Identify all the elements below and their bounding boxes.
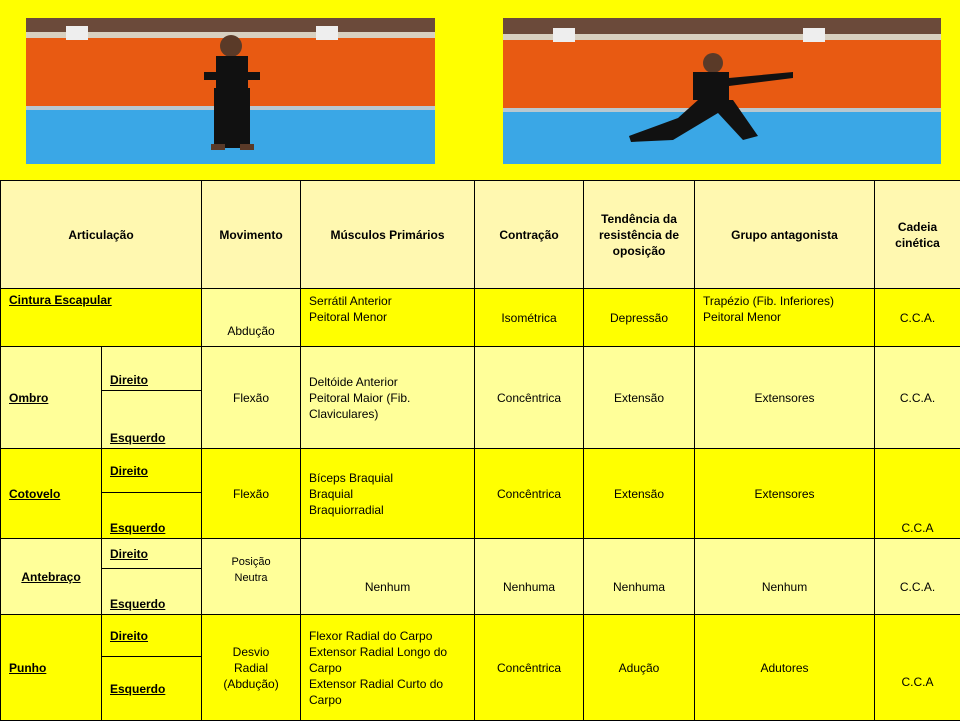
resistance-cell: Extensão [584,347,695,449]
joint-ombro [1,347,102,449]
joint-link[interactable]: Cintura Escapular [9,293,112,307]
row-punho [1,615,960,657]
muscle-analysis-table [0,180,960,721]
muscle-line: Claviculares) [309,406,466,422]
antagonist-cell: Adutores [695,615,875,721]
resistance-cell: Extensão [584,449,695,539]
header-musculos: Músculos Primários [301,181,475,289]
photo-starting-stance [26,18,435,164]
movement-line: Desvio [210,644,292,660]
row-ombro [1,347,960,391]
resistance-cell: Adução [584,615,695,721]
muscle-line: Carpo [309,660,466,676]
movement-cell [202,615,301,721]
contraction-cell: Concêntrica [475,347,584,449]
joint-cotovelo [1,449,102,539]
side-esquerdo [102,569,202,615]
kinetic-chain-cell: C.C.A [875,449,960,539]
row-cintura-escapular [1,289,960,347]
movement-cell: Flexão [202,347,301,449]
muscle-line: Braquiorradial [309,502,466,518]
muscles-cell [301,289,475,347]
resistance-cell: Depressão [584,289,695,347]
side-direito [102,615,202,657]
contraction-cell: Isométrica [475,289,584,347]
contraction-cell: Concêntrica [475,615,584,721]
antagonist-cell [695,289,875,347]
header-row [1,181,960,289]
movement-line: (Abdução) [210,676,292,692]
side-esquerdo [102,391,202,449]
side-link[interactable]: Direito [110,464,148,478]
side-direito [102,539,202,569]
antagonist-line: Trapézio (Fib. Inferiores) [703,293,866,309]
joint-antebraco [1,539,102,615]
side-link[interactable]: Direito [110,547,148,561]
muscles-cell [301,347,475,449]
side-link[interactable]: Esquerdo [110,431,165,445]
header-antagonista: Grupo antagonista [695,181,875,289]
side-link[interactable]: Esquerdo [110,682,165,696]
side-direito [102,347,202,391]
muscles-cell [301,449,475,539]
muscle-line: Peitoral Maior (Fib. [309,390,466,406]
movement-cell: Abdução [202,289,301,347]
joint-punho [1,615,102,721]
movement-line: Neutra [210,570,292,586]
movement-cell [202,539,301,615]
muscle-line: Deltóide Anterior [309,374,466,390]
muscles-cell: Nenhum [301,539,475,615]
joint-link[interactable]: Ombro [9,391,48,405]
muscle-line: Braquial [309,486,466,502]
side-esquerdo [102,657,202,721]
row-cotovelo [1,449,960,493]
kinetic-chain-cell: C.C.A. [875,539,960,615]
muscle-line: Extensor Radial Curto do [309,676,466,692]
muscles-cell [301,615,475,721]
contraction-cell: Nenhuma [475,539,584,615]
muscle-line: Flexor Radial do Carpo [309,628,466,644]
photo-guard-stance [503,18,941,164]
kinetic-chain-cell: C.C.A. [875,289,960,347]
side-link[interactable]: Direito [110,629,148,643]
antagonist-line: Peitoral Menor [703,309,866,325]
side-link[interactable]: Direito [110,373,148,387]
kinetic-chain-cell: C.C.A [875,615,960,721]
side-link[interactable]: Esquerdo [110,597,165,611]
movement-line: Posição [210,554,292,570]
header-tendencia: Tendência da resistência de oposição [584,181,695,289]
antagonist-cell: Extensores [695,347,875,449]
muscle-line: Carpo [309,692,466,708]
antagonist-cell: Extensores [695,449,875,539]
side-direito [102,449,202,493]
header-articulacao: Articulação [1,181,202,289]
resistance-cell: Nenhuma [584,539,695,615]
row-antebraco [1,539,960,569]
muscle-line: Bíceps Braquial [309,470,466,486]
movement-line: Radial [210,660,292,676]
header-movimento: Movimento [202,181,301,289]
antagonist-cell: Nenhum [695,539,875,615]
side-link[interactable]: Esquerdo [110,521,165,535]
joint-link[interactable]: Punho [9,661,46,675]
movement-cell: Flexão [202,449,301,539]
side-esquerdo [102,493,202,539]
joint-link[interactable]: Cotovelo [9,487,60,501]
header-cadeia: Cadeia cinética [875,181,960,289]
muscle-line: Extensor Radial Longo do [309,644,466,660]
kinetic-chain-cell: C.C.A. [875,347,960,449]
contraction-cell: Concêntrica [475,449,584,539]
header-contracao: Contração [475,181,584,289]
muscle-line: Peitoral Menor [309,309,466,325]
joint-link[interactable]: Antebraço [21,570,80,584]
joint-cintura-escapular [1,289,202,347]
muscle-line: Serrátil Anterior [309,293,466,309]
